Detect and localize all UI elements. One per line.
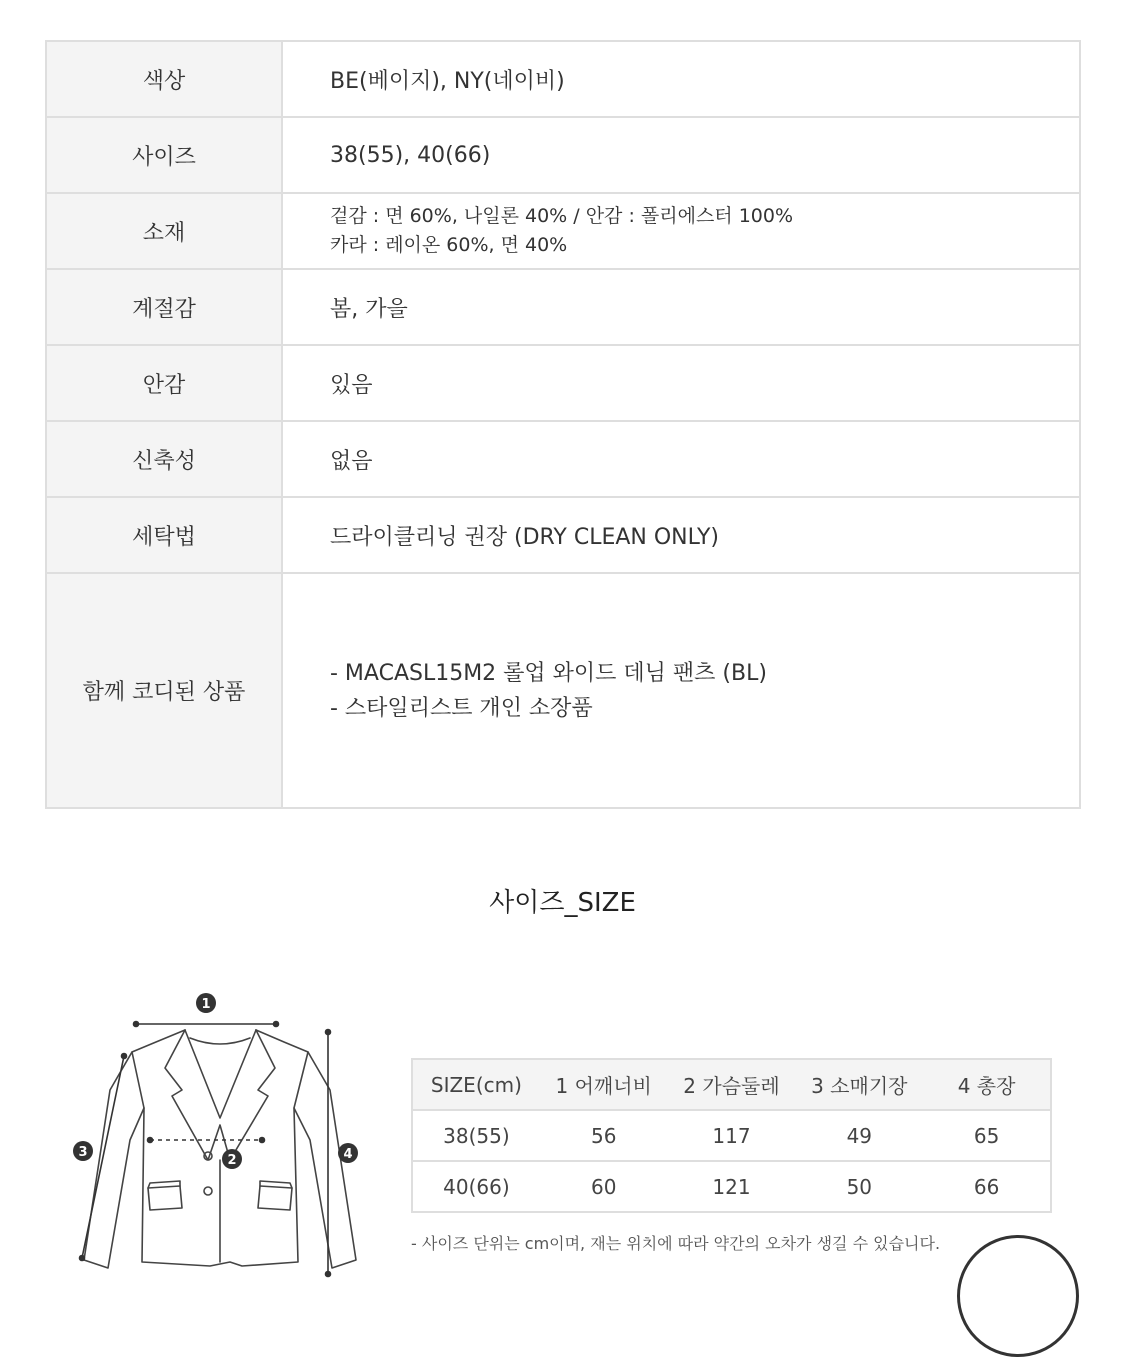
info-row-stretch (46, 421, 1080, 497)
svg-text:2: 2 (227, 1153, 237, 1168)
column-header: SIZE(cm) (412, 1059, 540, 1110)
info-value: 있음 (282, 345, 1080, 421)
column-header: 1 어깨너비 (540, 1059, 668, 1110)
marker-1 (196, 993, 216, 1013)
info-row-size (46, 117, 1080, 193)
info-value (282, 193, 1080, 269)
material-line-2: 카라 : 레이온 60%, 면 40% (330, 234, 568, 256)
info-label: 신축성 (46, 421, 282, 497)
info-label: 안감 (46, 345, 282, 421)
info-row-lining (46, 345, 1080, 421)
table-cell: 56 (540, 1110, 668, 1161)
jacket-measurement-diagram (70, 990, 370, 1285)
table-cell: 60 (540, 1161, 668, 1212)
table-cell: 117 (668, 1110, 796, 1161)
info-row-color (46, 41, 1080, 117)
info-value: 38(55), 40(66) (282, 117, 1080, 193)
svg-text:3: 3 (78, 1145, 88, 1160)
info-label: 함께 코디된 상품 (46, 573, 282, 808)
info-row-material (46, 193, 1080, 269)
column-header: 3 소매기장 (795, 1059, 923, 1110)
table-row (412, 1110, 1051, 1161)
info-label: 소재 (46, 193, 282, 269)
table-cell: 65 (923, 1110, 1051, 1161)
info-label: 계절감 (46, 269, 282, 345)
size-table-header (412, 1059, 1051, 1110)
marker-4 (338, 1143, 358, 1163)
svg-text:1: 1 (201, 997, 211, 1012)
info-label: 사이즈 (46, 117, 282, 193)
info-value: BE(베이지), NY(네이비) (282, 41, 1080, 117)
table-cell: 66 (923, 1161, 1051, 1212)
marker-3 (73, 1141, 93, 1161)
column-header: 4 총장 (923, 1059, 1051, 1110)
table-cell: 121 (668, 1161, 796, 1212)
coordi-item-2: - 스타일리스트 개인 소장품 (330, 695, 593, 721)
info-row-season (46, 269, 1080, 345)
product-info-table (45, 40, 1081, 809)
table-cell: 50 (795, 1161, 923, 1212)
table-cell: 40(66) (412, 1161, 540, 1212)
column-header: 2 가슴둘레 (668, 1059, 796, 1110)
table-cell: 38(55) (412, 1110, 540, 1161)
table-cell: 49 (795, 1110, 923, 1161)
info-value (282, 573, 1080, 808)
info-row-coordi (46, 573, 1080, 808)
info-label: 세탁법 (46, 497, 282, 573)
size-chart-table (411, 1058, 1052, 1213)
info-row-wash (46, 497, 1080, 573)
info-value: 봄, 가을 (282, 269, 1080, 345)
info-label: 색상 (46, 41, 282, 117)
coordi-item-1: - MACASL15M2 롤업 와이드 데님 팬츠 (BL) (330, 660, 767, 686)
size-section-title: 사이즈_SIZE (489, 888, 636, 918)
material-line-1: 겉감 : 면 60%, 나일론 40% / 안감 : 폴리에스터 100% (330, 205, 794, 227)
size-note: - 사이즈 단위는 cm이며, 재는 위치에 따라 약간의 오차가 생길 수 있습니다. (411, 1234, 941, 1253)
marker-2 (222, 1149, 242, 1169)
floating-circle-button[interactable] (957, 1235, 1079, 1357)
info-value: 없음 (282, 421, 1080, 497)
table-row (412, 1161, 1051, 1212)
svg-text:4: 4 (343, 1147, 353, 1162)
info-value: 드라이클리닝 권장 (DRY CLEAN ONLY) (282, 497, 1080, 573)
